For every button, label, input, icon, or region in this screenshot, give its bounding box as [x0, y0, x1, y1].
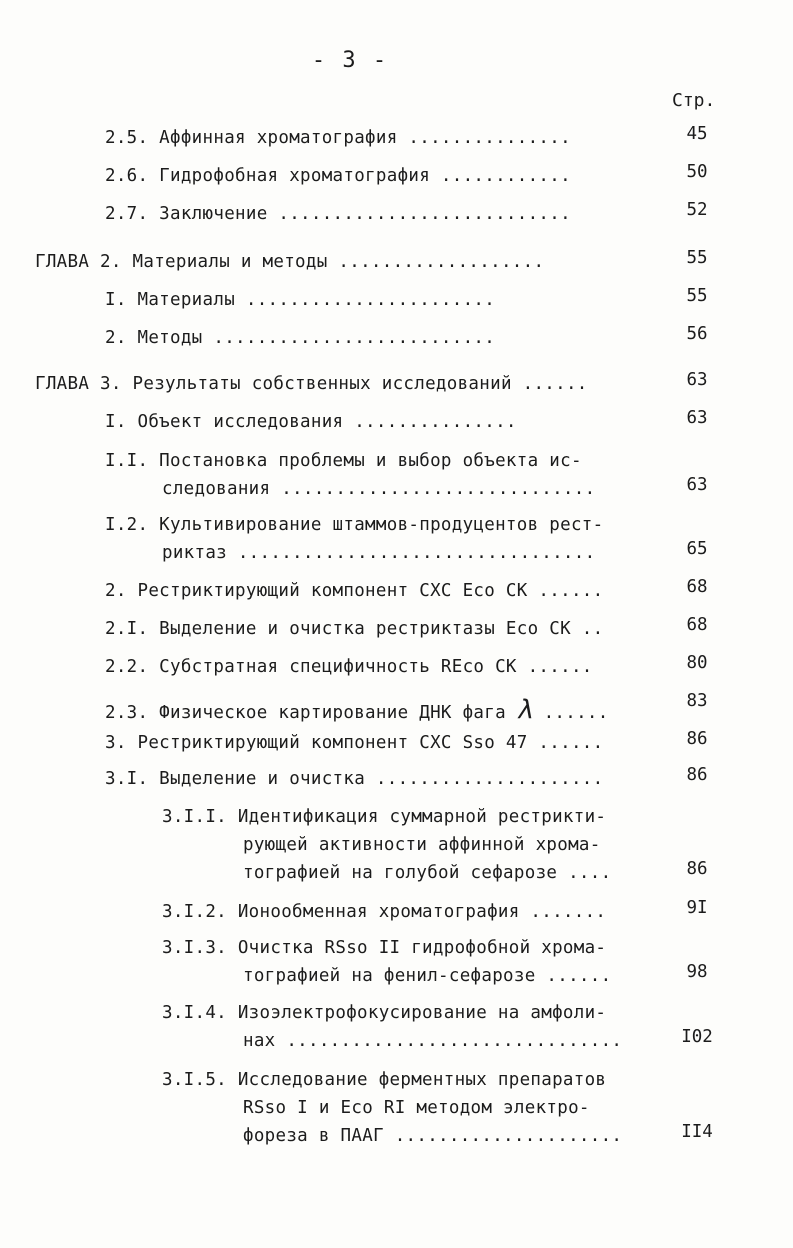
toc-entry-page: 56	[686, 324, 708, 344]
toc-entry-page: I02	[681, 1027, 713, 1047]
toc-entry-page: II4	[681, 1122, 713, 1142]
toc-entry-page: 83	[686, 691, 708, 711]
toc-entry-page: 63	[686, 408, 708, 428]
toc-entry-title-line-2: тографией на фенил-сефарозе ......	[243, 966, 612, 986]
toc-entry-page: 63	[686, 370, 708, 390]
toc-entry-title: 2.5. Аффинная хроматография ...............	[105, 128, 571, 148]
page-number: - 3 -	[311, 48, 389, 73]
toc-entry-title: 2. Рестриктирующий компонент СХС Eco CK ......	[105, 581, 604, 601]
toc-entry-title-line-1: I.I. Постановка проблемы и выбор объекта ис-	[105, 451, 582, 471]
toc-entry-page: 98	[686, 962, 708, 982]
toc-entry-page: 65	[686, 539, 708, 559]
toc-entry-leader: ......	[543, 703, 609, 723]
toc-entry-page: 86	[686, 765, 708, 785]
toc-entry-title: 2.6. Гидрофобная хроматография ............	[105, 166, 571, 186]
toc-entry-title: 2. Методы ..........................	[105, 328, 496, 348]
toc-entry-title-line-1: 3.I.I. Идентификация суммарной рестрикти-	[162, 807, 607, 827]
toc-entry-title: 2.2. Субстратная специфичность REco CK ......	[105, 657, 593, 677]
toc-entry-title-line-1: 3.I.5. Исследование ферментных препаратов	[162, 1070, 607, 1090]
toc-entry-title: ГЛАВА 2. Материалы и методы ...................	[35, 252, 545, 272]
page-column-header: Стр.	[672, 90, 716, 111]
toc-entry-title-line-3: фореза в ПААГ .....................	[243, 1126, 623, 1146]
toc-entry-title-line-2: RSso I и Eco RI методом электро-	[243, 1098, 590, 1118]
toc-entry-title-line-1: 3.I.4. Изоэлектрофокусирование на амфоли-	[162, 1003, 607, 1023]
toc-entry-page: 86	[686, 859, 708, 879]
toc-entry-title: 3.I. Выделение и очистка .....................	[105, 769, 604, 789]
toc-entry-title: 2.I. Выделение и очистка рестриктазы Eco CK ..	[105, 619, 604, 639]
toc-entry-title-line-1: I.2. Культивирование штаммов-продуцентов рест-	[105, 515, 604, 535]
toc-entry-page: 52	[686, 200, 708, 220]
toc-entry-title-line-2: нах ...............................	[243, 1031, 623, 1051]
toc-entry-title-text: 2.3. Физическое картирование ДНК фага	[105, 703, 506, 723]
toc-entry-title: I. Материалы .......................	[105, 290, 496, 310]
toc-entry-title: 3. Рестриктирующий компонент СХС Sso 47 ......	[105, 733, 604, 753]
toc-entry-title-line-2: следования .............................	[162, 479, 596, 499]
toc-entry-page: 55	[686, 248, 708, 268]
toc-entry-page: 55	[686, 286, 708, 306]
toc-entry-title: 3.I.2. Ионообменная хроматография .......	[162, 902, 607, 922]
toc-entry-title: ГЛАВА 3. Результаты собственных исследований ......	[35, 374, 588, 394]
toc-entry-page: 50	[686, 162, 708, 182]
toc-entry-title	[105, 695, 609, 725]
lambda-symbol: λ	[516, 695, 533, 725]
toc-entry-page: 45	[686, 124, 708, 144]
toc-entry-page: 80	[686, 653, 708, 673]
toc-entry-title: 2.7. Заключение ...........................	[105, 204, 571, 224]
toc-entry-page: 63	[686, 475, 708, 495]
toc-entry-title-line-1: 3.I.3. Очистка RSso II гидрофобной хрома-	[162, 938, 607, 958]
toc-entry-page: 68	[686, 615, 708, 635]
toc-entry-page: 9I	[686, 898, 708, 918]
toc-entry-title: I. Объект исследования ...............	[105, 412, 517, 432]
toc-entry-title-line-3: тографией на голубой сефарозе ....	[243, 863, 612, 883]
toc-entry-title-line-2: рующей активности аффинной хрома-	[243, 835, 601, 855]
toc-entry-page: 68	[686, 577, 708, 597]
toc-entry-page: 86	[686, 729, 708, 749]
toc-entry-title-line-2: риктаз .................................	[162, 543, 596, 563]
